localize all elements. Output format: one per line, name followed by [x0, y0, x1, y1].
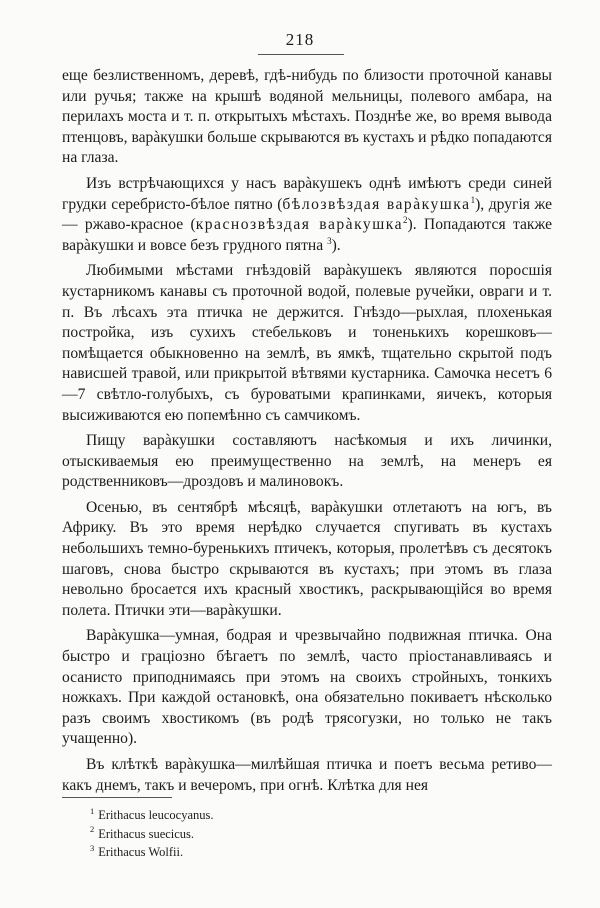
paragraph-3: Любимыми мѣстами гнѣздовій варàкушекъ являются поросшія кустарникомъ канавы съ проточной водой, полевые ручейки, овраги и т. п. Въ лѣсахъ эта птичка не держится. Гнѣздо—рыхлая, плохенькая постройка, изъ сухихъ стебельковъ и тоненькихъ корешковъ—помѣщается обыкновенно на землѣ, въ ямкѣ, тщательно скрытой подъ нависшей травой, или прикрытой вѣтвями кустарника. Самочка несетъ 6—7 свѣтло-голубыхъ, съ буроватыми крапинками, яичекъ, которыя высиживаются ею попемѣнно съ самчикомъ. [62, 262, 552, 424]
footnote-3 [90, 843, 213, 862]
paragraph-2-text-c: ). Попадаются также варàкушки и вовсе безъ грудного пятна [62, 216, 552, 254]
paragraph-1: еще безлиственномъ, деревѣ, гдѣ-нибудь по близости проточной канавы или ручья; также на крышѣ водяной мельницы, полевого амбара, на перилахъ моста и т. п. открытыхъ мѣстахъ. Позднѣе же, во время вывода птенцовъ, варàкушки больше скрываются въ кустахъ и рѣдко попадаются на глаза. [62, 67, 552, 167]
paragraph-5: Осенью, въ сентябрѣ мѣсяцѣ, варàкушки отлетаютъ на югъ, въ Африку. Въ это время нерѣдко случается спугивать въ кустахъ небольшихъ темно-буренькихъ птичекъ, которыя, пролетѣвъ съ десятокъ шаговъ, снова быстро скрываются въ кустахъ; при этомъ въ глаза невольно бросается ихъ красный хвостикъ, раскрывающійся во время полета. Птички эти—варàкушки. [62, 498, 552, 619]
paragraph-4: Пищу варàкушки составляютъ насѣкомыя и ихъ личинки, отыскиваемыя ею преимущественно на землѣ, на менеръ ея родственниковъ—дроздовъ и малиновокъ. [62, 432, 552, 491]
footnote-mark: 2 [90, 824, 95, 835]
paragraph-2-text-b: ), другія же — ржаво-красное ( [62, 195, 552, 234]
footnote-mark: 3 [90, 842, 95, 853]
footnote-text: Erithacus Wolfii. [98, 845, 184, 859]
footnote-ref-3: 3 [327, 235, 332, 246]
footnote-1 [90, 806, 213, 825]
paragraph-2 [62, 174, 552, 256]
footnote-rule [62, 797, 172, 798]
footnote-ref-1: 1 [470, 194, 476, 205]
footnotes [90, 806, 213, 862]
footnote-ref-2: 2 [403, 214, 408, 225]
term-red-star-bluethroat: краснозвѣздая варàкушка [195, 216, 403, 234]
paragraph-7: Въ клѣткѣ варàкушка—милѣйшая птичка и поетъ весьма ретиво—какъ днемъ, такъ и вечеромъ, при огнѣ. Клѣтка для нея [62, 756, 552, 794]
header-rule [258, 54, 344, 55]
body-text [62, 66, 552, 796]
footnote-text: Erithacus suecicus. [98, 826, 195, 841]
footnote-text: Erithacus leucocyanus. [98, 808, 214, 822]
paragraph-6: Варàкушка—умная, бодрая и чрезвычайно подвижная птичка. Она быстро и граціозно бѣгаетъ по землѣ, часто пріостанавливаясь и осанисто приподнимаясь при этомъ на своихъ стройныхъ, тонкихъ ножкахъ. При каждой остановкѣ, она обязательно покиваетъ нѣсколько разъ своимъ хвостикомъ (въ родѣ трясогузки, но только не такъ учащенно). [62, 627, 552, 748]
term-white-star-bluethroat: бѣлозвѣздая варàкушка [282, 195, 471, 213]
page-number: 218 [285, 30, 315, 49]
footnote-2 [90, 825, 213, 844]
paragraph-2-text-a: Изъ встрѣчающихся у насъ варàкушекъ однѣ имѣютъ среди синей грудки серебристо-бѣлое пятно ( [62, 174, 552, 213]
footnote-mark: 1 [90, 805, 95, 816]
paragraph-2-text-d: ). [331, 236, 341, 254]
